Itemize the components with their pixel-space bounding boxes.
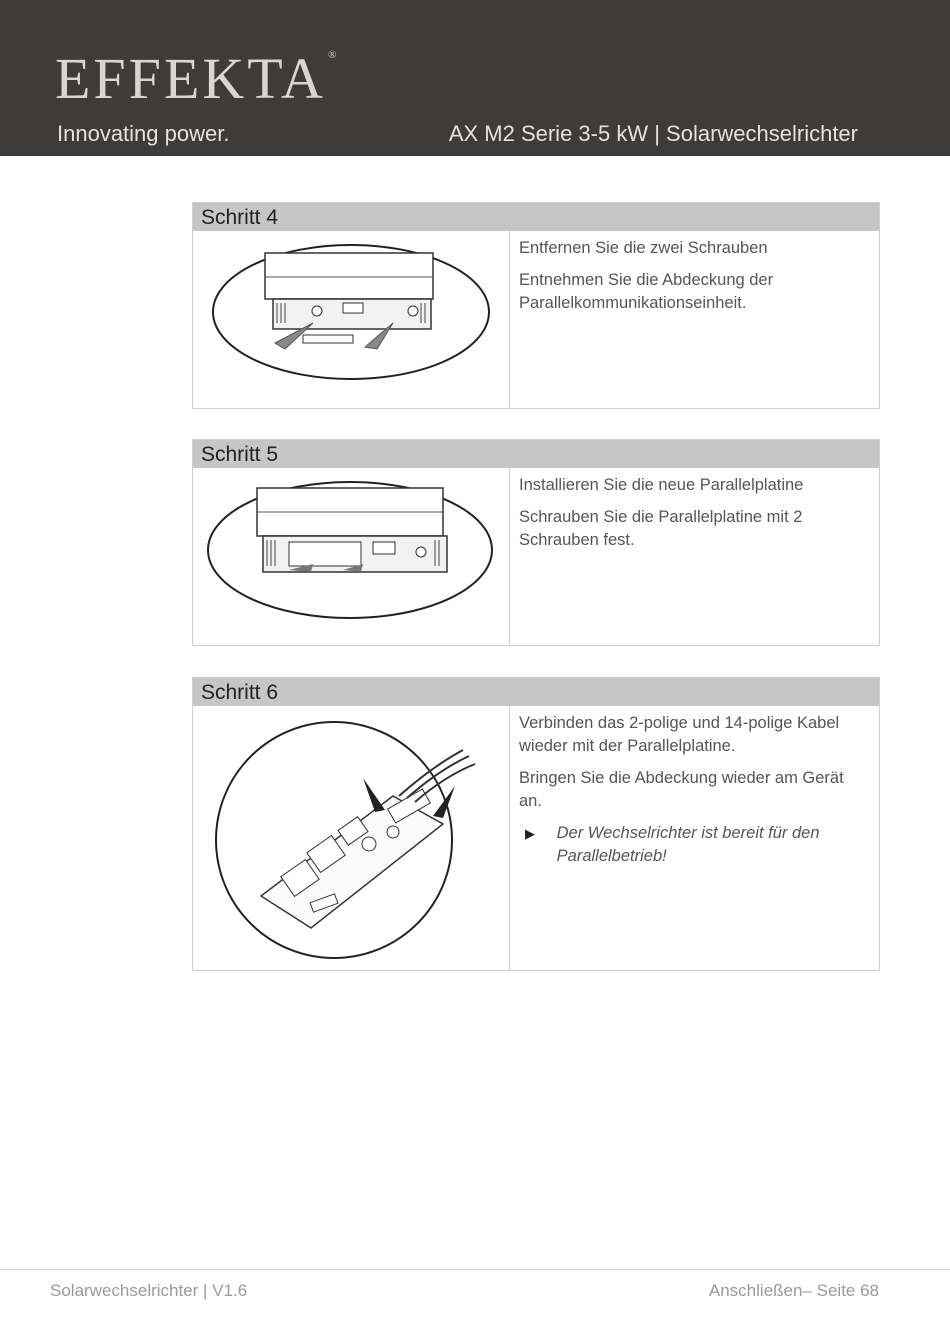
tagline: Innovating power. — [57, 121, 230, 146]
footer-divider — [0, 1269, 950, 1270]
step-5-title: Schritt 5 — [193, 440, 879, 468]
step-4-line-1: Entfernen Sie die zwei Schrauben — [519, 239, 768, 257]
step-6-illustration — [193, 706, 510, 970]
step-5-illustration — [193, 468, 510, 645]
step-5-line-1: Installieren Sie die neue Parallelplatine — [519, 476, 804, 494]
step-6-line-1: Verbinden das 2-polige und 14-polige Kabel wieder mit der Parallelplatine. — [519, 714, 840, 755]
ready-note-text: Der Wechselrichter ist bereit für den Parallelbetrieb! — [556, 824, 820, 865]
document-title: AX M2 Serie 3-5 kW | Solarwechselrichter — [448, 121, 858, 146]
triangle-right-icon: ▶ — [525, 826, 535, 841]
step-6-table — [192, 677, 880, 971]
step-5-line-2: Schrauben Sie die Parallelplatine mit 2 Schrauben fest. — [519, 508, 803, 549]
step-4-illustration — [193, 231, 510, 408]
step-4-line-2: Entnehmen Sie die Abdeckung der Parallelkommunikationseinheit. — [519, 271, 774, 312]
footer-page-number: Anschließen– Seite 68 — [708, 1281, 879, 1300]
step-4-title: Schritt 4 — [193, 203, 879, 231]
registered-mark: ® — [327, 49, 340, 61]
step-4-table — [192, 202, 880, 409]
step-6-line-2: Bringen Sie die Abdeckung wieder am Gerät an. — [519, 769, 844, 810]
effekta-logo: EFFEKTA ® — [55, 46, 340, 111]
page-header — [0, 0, 950, 156]
ready-note — [519, 822, 871, 868]
step-6-title: Schritt 6 — [193, 678, 879, 706]
step-5-table — [192, 439, 880, 646]
footer-document-version: Solarwechselrichter | V1.6 — [50, 1281, 248, 1300]
